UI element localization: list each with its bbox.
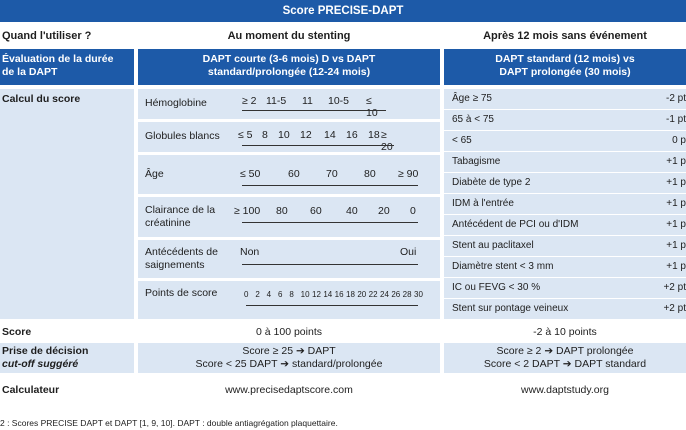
score-point-tick: 16 — [334, 290, 344, 299]
score-point-tick: 4 — [266, 290, 272, 299]
score-point-tick: 6 — [278, 290, 283, 299]
header-when: Quand l'utiliser ? — [2, 30, 92, 42]
row-white-cells: Globules blancs ≤ 5 8 10 12 14 16 18 ≥ 20 — [138, 122, 440, 152]
score-points-axis — [246, 305, 418, 306]
bleeding-label: Antécédents de saignements — [145, 246, 218, 271]
dapt-row: IC ou FEVG < 30 % +2 pt — [444, 278, 686, 298]
score-label: Score — [2, 326, 32, 338]
score-point-tick: 20 — [357, 290, 367, 299]
score-point-tick: 12 — [312, 290, 321, 299]
row-creatinine: Clairance de la créatinine ≥ 100 80 60 40 20 0 — [138, 197, 440, 237]
row-score-points — [138, 281, 440, 319]
dapt-row: Âge ≥ 75 -2 pt — [444, 89, 686, 109]
bleeding-axis — [242, 264, 418, 265]
table-caption: 2 : Scores PRECISE DAPT et DAPT [1, 9, 10]. DAPT : double antiagrégation plaquettaire. — [0, 418, 338, 428]
hemoglobin-axis — [242, 110, 386, 111]
score-point-tick: 8 — [289, 290, 294, 299]
dapt-row: IDM à l'entrée +1 p — [444, 194, 686, 214]
decision-mid: Score ≥ 25 ➔ DAPT Score < 25 DAPT ➔ standard/prolongée — [138, 343, 440, 373]
dapt-row: Diabète de type 2 +1 p — [444, 173, 686, 193]
score-point-tick: 18 — [346, 290, 355, 299]
decision-label: Prise de décision cut-off suggéré — [0, 343, 134, 373]
row-bleeding: Antécédents de saignements Non Oui — [138, 240, 440, 278]
calc-label: Calcul du score — [0, 89, 134, 319]
dapt-row: Antécédent de PCI ou d'IDM +1 p — [444, 215, 686, 235]
white-cells-label: Globules blancs — [145, 130, 220, 142]
score-point-tick: 28 — [402, 290, 412, 299]
score-points-label: Points de score — [145, 287, 218, 299]
hemoglobin-label: Hémoglobine — [145, 97, 207, 109]
dapt-row: < 65 0 p — [444, 131, 686, 151]
white-cells-axis — [242, 145, 394, 146]
evaluation-after: DAPT standard (12 mois) vs DAPT prolongée (30 mois) — [444, 49, 686, 85]
row-hemoglobin: Hémoglobine ≥ 2 11-5 11 10-5 ≤ 10 — [138, 89, 440, 119]
creatinine-label: Clairance de la créatinine — [145, 204, 216, 229]
calculator-dapt-link[interactable]: www.daptstudy.org — [521, 384, 609, 396]
score-mid: 0 à 100 points — [256, 326, 322, 338]
creatinine-axis — [242, 222, 418, 223]
score-right: -2 à 10 points — [533, 326, 597, 338]
score-point-tick: 30 — [414, 290, 423, 299]
score-point-tick: 14 — [323, 290, 333, 299]
score-point-tick: 2 — [255, 290, 260, 299]
score-point-tick: 0 — [244, 290, 249, 299]
dapt-row: Stent au paclitaxel +1 p — [444, 236, 686, 256]
header-after: Après 12 mois sans événement — [483, 30, 647, 42]
evaluation-label: Évaluation de la durée de la DAPT — [0, 49, 134, 85]
score-point-tick: 10 — [300, 290, 310, 299]
header-stenting: Au moment du stenting — [227, 30, 351, 42]
age-label: Âge — [145, 168, 164, 180]
table-title: Score PRECISE-DAPT — [0, 0, 686, 22]
score-point-tick: 24 — [380, 290, 389, 299]
dapt-row: Stent sur pontage veineux +2 pt — [444, 299, 686, 319]
dapt-row: Tabagisme +1 p — [444, 152, 686, 172]
calculator-precise-link[interactable]: www.precisedaptscore.com — [225, 384, 353, 396]
dapt-row: Diamètre stent < 3 mm +1 p — [444, 257, 686, 277]
dapt-row: 65 à < 75 -1 pt — [444, 110, 686, 130]
calculator-label: Calculateur — [2, 384, 60, 396]
age-axis — [242, 185, 418, 186]
row-age: Âge ≤ 50 60 70 80 ≥ 90 — [138, 155, 440, 194]
evaluation-stenting: DAPT courte (3-6 mois) D vs DAPT standard/prolongée (12-24 mois) — [138, 49, 440, 85]
score-point-tick: 26 — [391, 290, 401, 299]
score-point-tick: 22 — [368, 290, 378, 299]
decision-right: Score ≥ 2 ➔ DAPT prolongée Score < 2 DAPT ➔ DAPT standard — [444, 343, 686, 373]
